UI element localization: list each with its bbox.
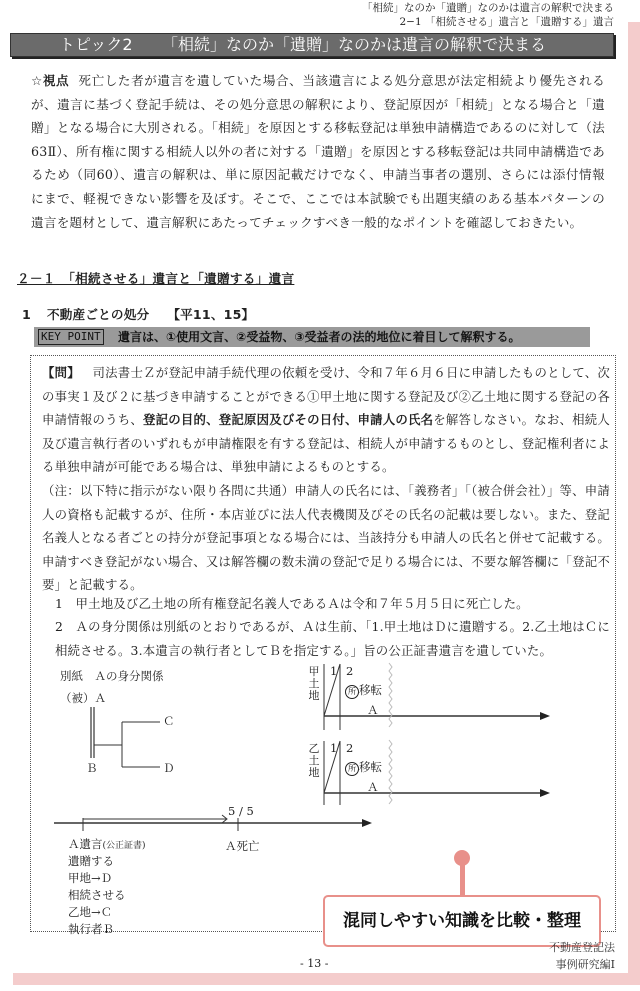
subsection-title: 不動産ごとの処分 <box>46 307 150 322</box>
book-title-line2: 事例研究編Ⅰ <box>555 958 615 971</box>
break-mark-icon <box>389 740 392 804</box>
feature-callout: 混同しやすい知識を比較・整理 <box>323 895 601 947</box>
will-title: Ａ遺言 <box>68 837 103 851</box>
ownership-mark-icon: 所 <box>345 685 359 699</box>
timeline-event-death: Ａ死亡 <box>225 839 260 853</box>
register-entry-text: 移転 <box>359 760 382 774</box>
arrow-head-icon <box>540 789 550 797</box>
decedent-name: Ａ <box>94 691 106 705</box>
register-col1: 1 <box>330 741 338 755</box>
exam-reference: 【平11、15】 <box>167 307 255 322</box>
arrow-head-icon <box>362 819 372 827</box>
register-entry-text: 移転 <box>359 683 382 697</box>
child-d-label: Ｄ <box>163 761 175 775</box>
topic-title: 「相続」なのか「遺贈」なのかは遺言の解釈で決まる <box>162 35 547 54</box>
question-answer-items: 登記の目的、登記原因及びその日付、申請人の氏名 <box>142 412 434 428</box>
running-head-section: 2−1 「相続させる」遺言と「遺贈する」遺言 <box>399 16 614 28</box>
will-line: 遺贈する <box>68 854 114 868</box>
break-mark-icon <box>389 663 392 727</box>
decedent-prefix: （被） <box>60 691 95 705</box>
topic-number: トピック2 <box>59 35 133 54</box>
book-title <box>549 939 615 973</box>
intro-text: 死亡した者が遺言を遺していた場合、当該遺言による処分意思が法定相続より優先されるが、遺言に基づく登記手続は、その処分意思の解釈により、登記原因が「相続」となる場合と「遺贈」となる場合に大別される。「相続」を原因とする移転登記は単独申請構造であるのに対して（法63Ⅱ）、所有権に関する相続人以外の者に対する「遺贈」を原因とする移転登記は共同申請構造であるため（同60）、遺言の解釈は、単に原因記載だけでなく、申請当事者の選別、さらには添付情報にまで、軽視できない影響を及ぼす。そこで、ここでは本試験でも出題実績のある基本パターンの遺言を題材として、遺言解釈にあたってチェックすべき一般的なポイントを確認しておきたい。 <box>31 73 605 230</box>
register-col2: 2 <box>346 741 354 755</box>
will-line: 甲地→Ｄ <box>68 871 113 885</box>
question-text-part2: を解答しなさい。なお、相続人及び遺言執行者のいずれもが申請権限を有する登記は、相続人が申請するものとし、登記権利者による単独申請が可能である場合は、単独申請によるものとする。 <box>42 412 610 475</box>
subsection-number: 1 <box>22 307 31 322</box>
family-chart-title: 別紙 Ａの身分関係 <box>60 669 164 683</box>
will-line: 乙地→Ｃ <box>68 905 113 919</box>
will-line: 執行者Ｂ <box>68 922 114 936</box>
register-holder: Ａ <box>367 703 379 717</box>
fact-text: Ａの身分関係は別紙のとおりであるが、Ａは生前、「1.甲土地はＤに遺贈する。2.乙土地はＣに相続させる。3.本遺言の執行者としてＢを指定する。」旨の公正証書遺言を遺していた。 <box>55 619 610 658</box>
fact-number: 1 <box>55 596 64 611</box>
event-timeline <box>54 815 372 831</box>
register-land-label-otsu: 乙土地 <box>308 742 320 779</box>
running-head-topic: 「相続」なのか「遺贈」なのかは遺言の解釈で決まる <box>362 2 614 14</box>
register-slash <box>324 741 340 793</box>
register-chart-otsu <box>324 740 550 805</box>
register-chart-ko <box>324 663 550 730</box>
family-tree-lines <box>91 707 160 767</box>
callout-pin-stem <box>460 862 465 896</box>
question-note: （注：以下特に指示がない限り各問に共通）申請人の氏名には、「義務者」「（被合併会社）」等、申請人の資格も記載するが、住所・本店並びに法人代表機関及びその氏名の記載は要しない。また、登記名義人となる者ごとの持分が登記事項となる場合には、当該持分も申請人の氏名と併せて記載する。申請すべき登記がない場合、又は解答欄の数未満の登記で足りる場合には、不要な解答欄に「登記不要」と記載する。 <box>42 482 610 593</box>
fact-text: 甲土地及び乙土地の所有権登記名義人であるＡは令和７年５月５日に死亡した。 <box>75 596 529 611</box>
arrow-head-icon <box>540 712 550 720</box>
key-point-text: 遺言は、①使用文言、②受益物、③受益者の法的地位に着目して解釈する。 <box>118 330 521 344</box>
register-col2: 2 <box>346 664 354 678</box>
child-c-label: Ｃ <box>163 714 175 728</box>
register-col1: 1 <box>330 664 338 678</box>
register-slash <box>324 664 340 716</box>
question-text-part1: 司法書士Ｚが登記申請手続代理の依頼を受け、令和７年６月６日に申請したものとして、次の事実１及び２に基づき申請することができる①甲土地に関する登記及び②乙土地に関する登記の各申請情報のうち、 <box>42 365 610 428</box>
register-holder: Ａ <box>367 780 379 794</box>
page-number: - 13 - <box>300 957 329 970</box>
spouse-label: Ｂ <box>86 761 98 775</box>
will-line: 相続させる <box>68 888 126 902</box>
register-land-label-ko: 甲土地 <box>308 665 320 702</box>
ownership-mark-icon: 所 <box>345 762 359 776</box>
book-title-line1: 不動産登記法 <box>549 941 615 954</box>
question-label: 【問】 <box>42 365 80 380</box>
will-note: (公正証書) <box>102 841 146 851</box>
section-heading: ２－１ 「相続させる」遺言と「遺贈する」遺言 <box>17 271 295 286</box>
timeline-date: 5 / 5 <box>228 804 254 818</box>
key-point-label: KEY POINT <box>38 329 104 345</box>
intro-label: ☆視点 <box>31 73 70 88</box>
fact-number: 2 <box>55 619 64 634</box>
